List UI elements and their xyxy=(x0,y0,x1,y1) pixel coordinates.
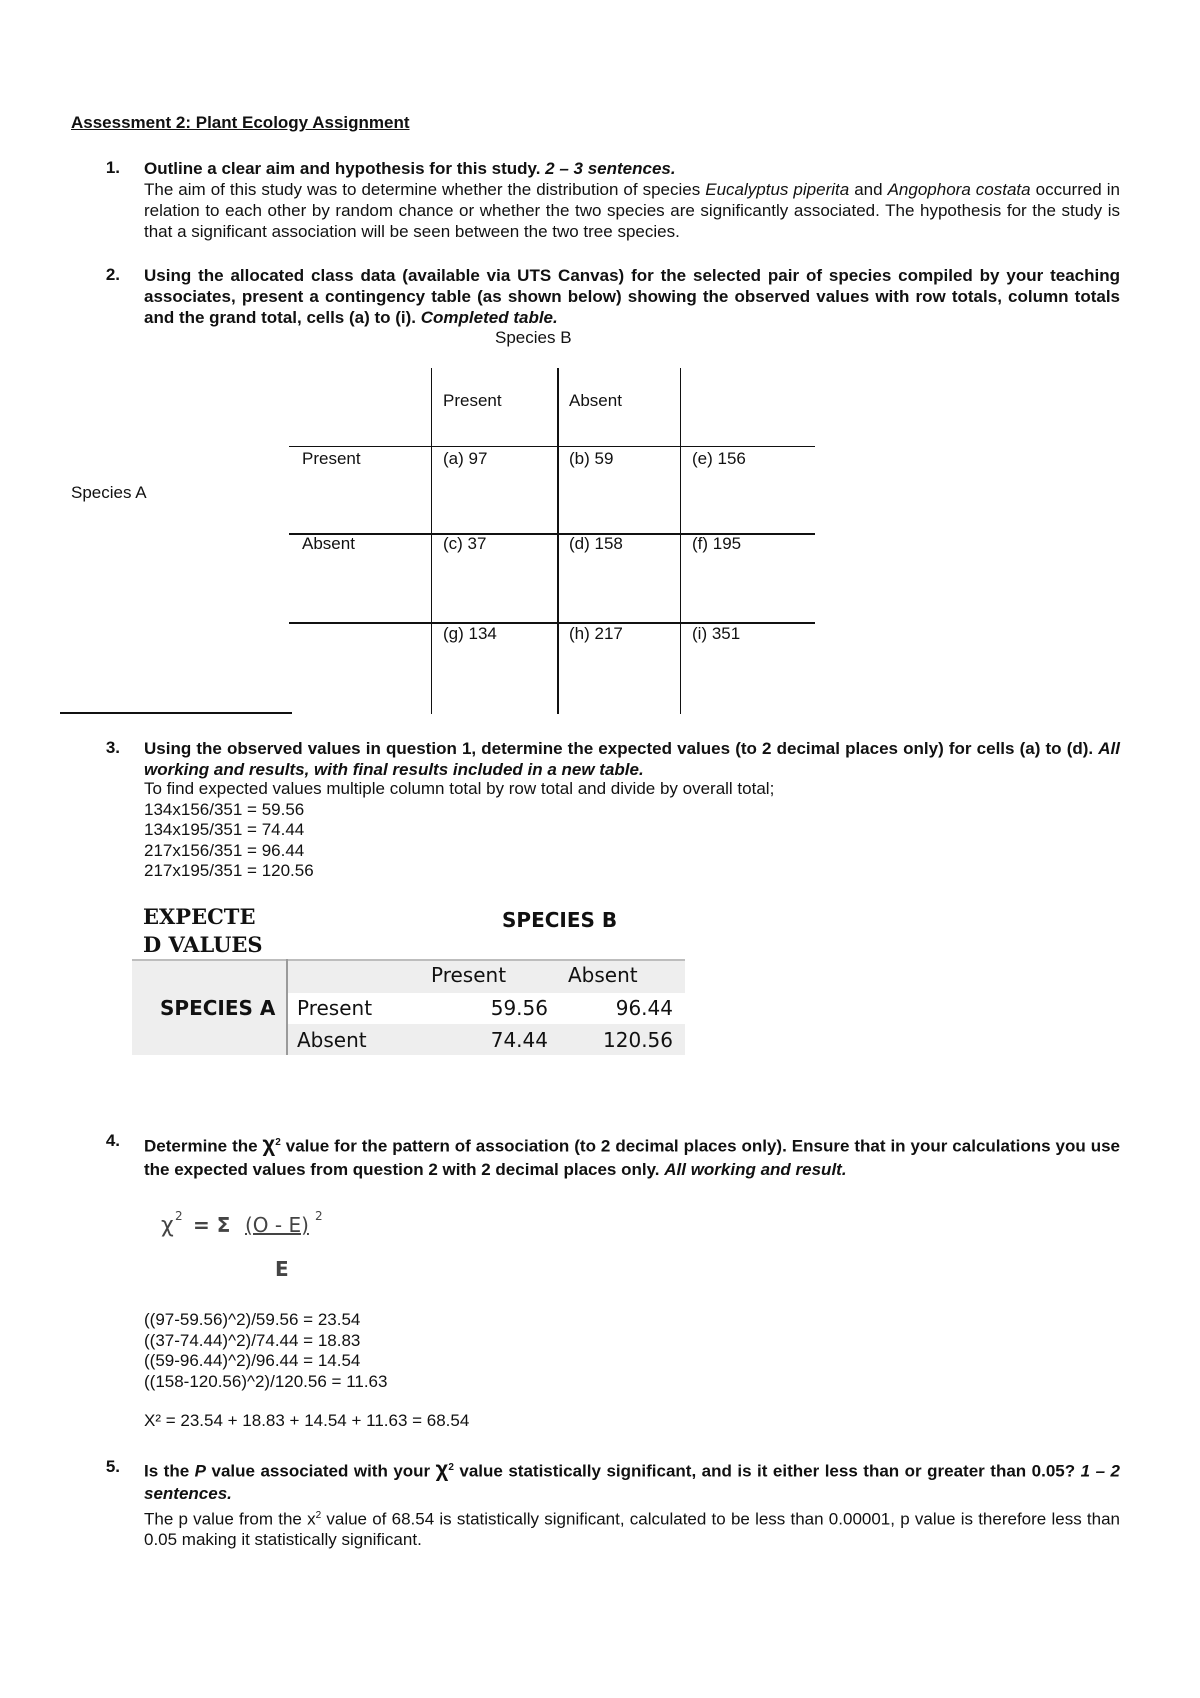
cell-g: (g) 134 xyxy=(443,624,497,643)
cell-f: (f) 195 xyxy=(692,534,742,553)
expected-col-absent: Absent xyxy=(568,963,638,987)
chi-square-sum: X² = 23.54 + 18.83 + 14.54 + 11.63 = 68.54 xyxy=(144,1411,470,1430)
question-1-number: 1. xyxy=(105,158,120,177)
expected-present-absent: 96.44 xyxy=(615,996,673,1020)
species-b-label: Species B xyxy=(495,328,572,347)
cell-a: (a) 97 xyxy=(443,449,488,468)
question-4-number: 4. xyxy=(105,1131,120,1150)
working-line: ((97-59.56)^2)/59.56 = 23.54 xyxy=(144,1310,361,1329)
question-5-number: 5. xyxy=(105,1457,120,1476)
cell-d: (d) 158 xyxy=(569,534,623,553)
working-line: 217x156/351 = 96.44 xyxy=(144,840,305,860)
question-4-prompt: Determine the $\chi^2$ value for the pattern of association (to 2 decimal places only). Ensure that in your calculations you use the expected values from question 2 with 2 decimal places only. All working and result. xyxy=(144,1131,1120,1179)
question-1 xyxy=(144,158,1120,242)
working-line: 217x195/351 = 120.56 xyxy=(144,861,314,881)
expected-row-absent: Absent xyxy=(297,1028,367,1052)
species-a-label: Species A xyxy=(71,483,147,502)
row-header-absent: Absent xyxy=(302,534,355,553)
question-2-number: 2. xyxy=(105,265,120,284)
col-header-present: Present xyxy=(443,391,502,410)
expected-species-b: SPECIES B xyxy=(502,908,618,932)
chi-square-formula: χ 2 = Σ (O - E) 2 E xyxy=(161,1209,323,1281)
question-2-prompt: Using the allocated class data (available via UTS Canvas) for the selected pair of species compiled by your teaching associates, present a contingency table (as shown below) showing the observed values with row totals, column totals and the grand total, cells (a) to (i). Completed table. xyxy=(144,266,1120,327)
col-header-absent: Absent xyxy=(569,391,622,410)
cell-c: (c) 37 xyxy=(443,534,487,553)
working-line: To find expected values multiple column total by row total and divide by overall total; xyxy=(144,779,775,798)
question-4-working xyxy=(144,1310,387,1392)
working-line: ((37-74.44)^2)/74.44 = 18.83 xyxy=(144,1330,361,1350)
expected-species-a: SPECIES A xyxy=(160,996,276,1020)
question-5 xyxy=(144,1457,1120,1550)
expected-present-present: 59.56 xyxy=(490,996,548,1020)
expected-col-present: Present xyxy=(431,963,507,987)
row-header-present: Present xyxy=(302,449,361,468)
working-line: ((158-120.56)^2)/120.56 = 11.63 xyxy=(144,1371,388,1391)
question-5-answer: The p value from the $x^2$ value of 68.54 is statistically significant, calculated to be less than 0.00001, p value is therefore less than 0.05 making it statistically significant. xyxy=(144,1509,1120,1550)
question-3-prompt: Using the observed values in question 1, determine the expected values (to 2 decimal places only) for cells (a) to (d). All working and results, with final results included in a new table. xyxy=(144,739,1120,779)
expected-row-present: Present xyxy=(297,996,373,1020)
page-title: Assessment 2: Plant Ecology Assignment xyxy=(71,113,410,132)
cell-i: (i) 351 xyxy=(692,624,741,643)
chi-symbol: χ xyxy=(262,1131,276,1157)
question-3-working xyxy=(144,779,774,882)
cell-b: (b) 59 xyxy=(569,449,614,468)
question-3-number: 3. xyxy=(105,738,120,757)
expected-values-heading: EXPECTE D VALUES xyxy=(143,904,263,957)
expected-absent-absent: 120.56 xyxy=(603,1028,673,1052)
expected-absent-present: 74.44 xyxy=(490,1028,548,1052)
working-line: ((59-96.44)^2)/96.44 = 14.54 xyxy=(144,1351,361,1371)
cell-h: (h) 217 xyxy=(569,624,623,643)
question-5-prompt: Is the P value associated with your $\chi^2$ value statistically significant, and is it either less than or greater than 0.05? 1 – 2 sentences. xyxy=(144,1456,1120,1503)
question-1-answer: The aim of this study was to determine whether the distribution of species Eucalyptus piperita and Angophora costata occurred in relation to each other by random chance or whether the two species are significantly associated. The hypothesis for the study is that a significant association will be seen between the two tree species. xyxy=(144,180,1121,241)
chi-symbol: χ xyxy=(435,1456,449,1482)
working-line: 134x156/351 = 59.56 xyxy=(144,799,305,819)
question-1-prompt: Outline a clear aim and hypothesis for this study. 2 – 3 sentences. xyxy=(144,159,676,178)
working-line: 134x195/351 = 74.44 xyxy=(144,820,305,840)
cell-e: (e) 156 xyxy=(692,449,746,468)
